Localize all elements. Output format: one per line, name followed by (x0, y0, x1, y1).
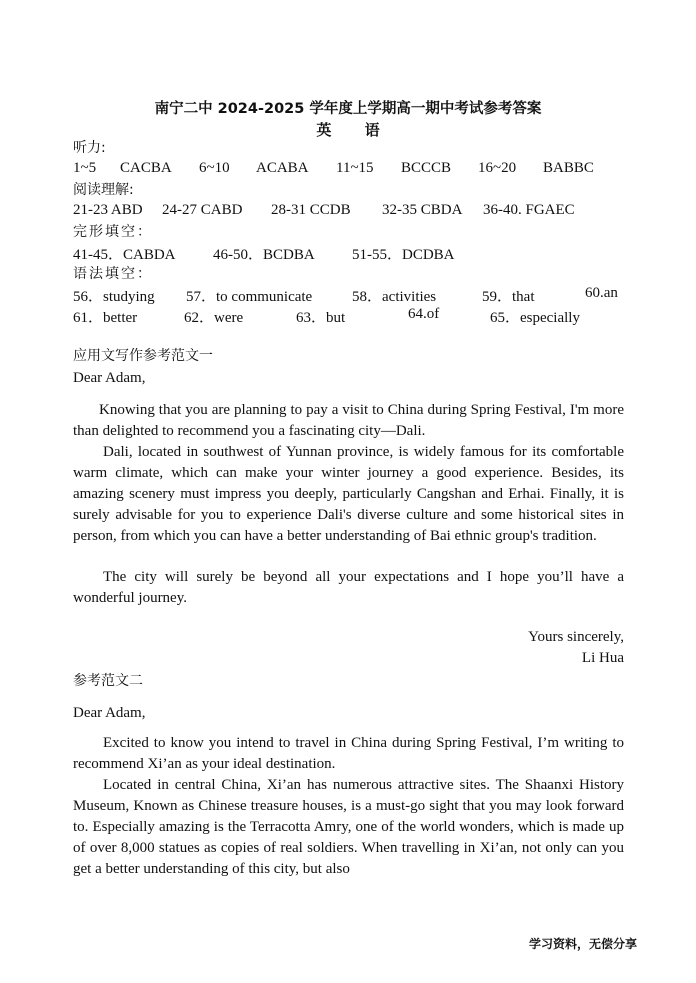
reading-answer: 36-40. FGAEC (483, 202, 575, 218)
listening-range: 1~5 (73, 160, 97, 176)
cloze-label: 完形填空： (73, 224, 153, 240)
grammar-answer: 59．that (482, 289, 535, 305)
reading-answer: 24-27 CABD (162, 202, 243, 218)
grammar-answer: 64.of (408, 306, 440, 322)
listening-range: 11~15 (336, 160, 374, 176)
grammar-answer: 60.an (585, 285, 618, 301)
document-title: 南宁二中 2024-2025 学年度上学期高一期中考试参考答案 (154, 101, 542, 117)
essay2-paragraph: Located in central China, Xi’an has numerous attractive sites. The Shaanxi History Museum, Known as Chinese treasure houses, is a must-go sight that you may look forward to. Especially amazing is the Terracotta Amry, one of the world wonders, which is made up of over 8,000 statues as copies of real soldiers. When travelling in Xi’an, not only can you get a better understanding of this city, but also (73, 777, 624, 877)
grammar-answer: 62．were (184, 310, 244, 326)
footer-note: 学习资料，无偿分享 (529, 937, 638, 951)
essay1-paragraph: Knowing that you are planning to pay a visit to China during Spring Festival, I'm more than delighted to recommend you a fascinating city—Dali. (73, 402, 624, 439)
cloze-answer: 51-55．DCDBA (352, 247, 455, 263)
grammar-answer: 63．but (296, 310, 346, 326)
essay2-heading: 参考范文二 (73, 673, 143, 689)
grammar-answer: 61．better (73, 310, 138, 326)
essay2-salutation: Dear Adam, (73, 705, 146, 721)
listening-answer: ACABA (256, 160, 309, 176)
listening-answer: BCCCB (401, 160, 452, 176)
listening-range: 6~10 (199, 160, 230, 176)
grammar-answer: 65．especially (490, 310, 580, 326)
reading-answer: 28-31 CCDB (271, 202, 351, 218)
essay1-closing: Yours sincerely, (528, 629, 624, 645)
cloze-answer: 46-50．BCDBA (213, 247, 315, 263)
reading-label: 阅读理解: (73, 182, 134, 198)
listening-answer: BABBC (543, 160, 594, 176)
grammar-answer: 56．studying (73, 289, 155, 305)
listening-label: 听力: (73, 140, 106, 156)
subject-title: 英 语 (316, 121, 394, 139)
cloze-answer: 41-45．CABDA (73, 247, 176, 263)
listening-range: 16~20 (478, 160, 517, 176)
grammar-answer: 57．to communicate (186, 289, 313, 305)
essay1-paragraph: Dali, located in southwest of Yunnan province, is widely famous for its comfortable warm climate, which can make your winter journey a good experience. Besides, its amazing scenery must impress you deeply, particularly Cangshan and Erhai. Finally, it is surely advisable for you to experience Dali's diverse culture and some historical sites in person, from which you can have a better understanding of Bai ethnic group's tradition. (73, 444, 624, 544)
reading-answer: 21-23 ABD (73, 202, 143, 218)
essay1-paragraph: The city will surely be beyond all your expectations and I hope you’ll have a wonderful journey. (73, 569, 624, 606)
essay1-signature: Li Hua (581, 650, 624, 666)
grammar-label: 语法填空： (73, 266, 153, 282)
essay2-paragraph: Excited to know you intend to travel in China during Spring Festival, I’m writing to recommend Xi’an as your ideal destination. (73, 735, 624, 772)
listening-answer: CACBA (120, 160, 172, 176)
essay1-heading: 应用文写作参考范文一 (73, 348, 213, 364)
essay1-salutation: Dear Adam, (73, 370, 146, 386)
grammar-answer: 58．activities (352, 289, 437, 305)
reading-answer: 32-35 CBDA (382, 202, 463, 218)
